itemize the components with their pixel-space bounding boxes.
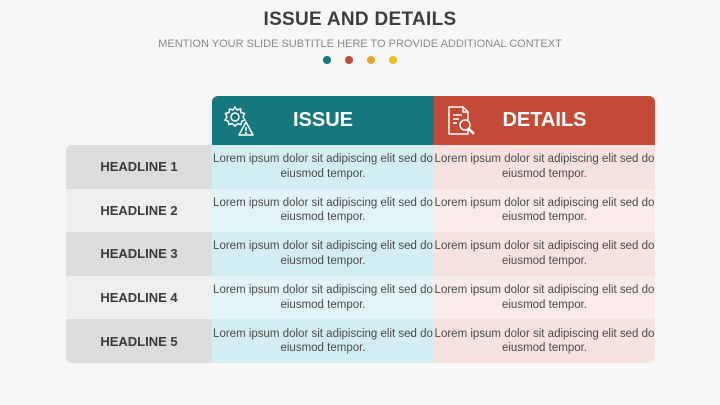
- row-headline: HEADLINE 5: [66, 319, 212, 363]
- dot-orange: [367, 56, 375, 64]
- issue-column-header: [212, 96, 434, 145]
- slide-subtitle: MENTION YOUR SLIDE SUBTITLE HERE TO PROVIDE ADDITIONAL CONTEXT: [158, 38, 562, 50]
- details-cell: Lorem ipsum dolor sit adipiscing elit sed do eiusmod tempor.: [434, 189, 655, 233]
- details-cell: Lorem ipsum dolor sit adipiscing elit sed do eiusmod tempor.: [434, 232, 655, 276]
- dot-yellow: [389, 56, 397, 64]
- table-row: [66, 319, 655, 363]
- details-column-header: [434, 96, 655, 145]
- row-headline: HEADLINE 2: [66, 189, 212, 233]
- issue-cell: Lorem ipsum dolor sit adipiscing elit sed do eiusmod tempor.: [212, 319, 434, 363]
- issue-header-label: ISSUE: [292, 109, 354, 131]
- details-cell: Lorem ipsum dolor sit adipiscing elit sed do eiusmod tempor.: [434, 319, 655, 363]
- row-headline: HEADLINE 4: [66, 276, 212, 320]
- dot-teal: [323, 56, 331, 64]
- issue-cell: Lorem ipsum dolor sit adipiscing elit sed do eiusmod tempor.: [212, 232, 434, 276]
- issue-cell: Lorem ipsum dolor sit adipiscing elit sed do eiusmod tempor.: [212, 189, 434, 233]
- details-cell: Lorem ipsum dolor sit adipiscing elit sed do eiusmod tempor.: [434, 145, 655, 189]
- dot-red: [345, 56, 353, 64]
- table-row: [66, 276, 655, 320]
- details-header-label: DETAILS: [502, 109, 587, 131]
- table-row: [66, 189, 655, 233]
- row-headline: HEADLINE 3: [66, 232, 212, 276]
- table-row: [66, 145, 655, 189]
- slide-title: ISSUE AND DETAILS: [263, 9, 457, 30]
- details-cell: Lorem ipsum dolor sit adipiscing elit sed do eiusmod tempor.: [434, 276, 655, 320]
- issue-cell: Lorem ipsum dolor sit adipiscing elit sed do eiusmod tempor.: [212, 276, 434, 320]
- decorative-dots: [0, 56, 720, 64]
- table-row: [66, 232, 655, 276]
- issue-cell: Lorem ipsum dolor sit adipiscing elit sed do eiusmod tempor.: [212, 145, 434, 189]
- row-headline: HEADLINE 1: [66, 145, 212, 189]
- issue-details-table: [66, 145, 655, 363]
